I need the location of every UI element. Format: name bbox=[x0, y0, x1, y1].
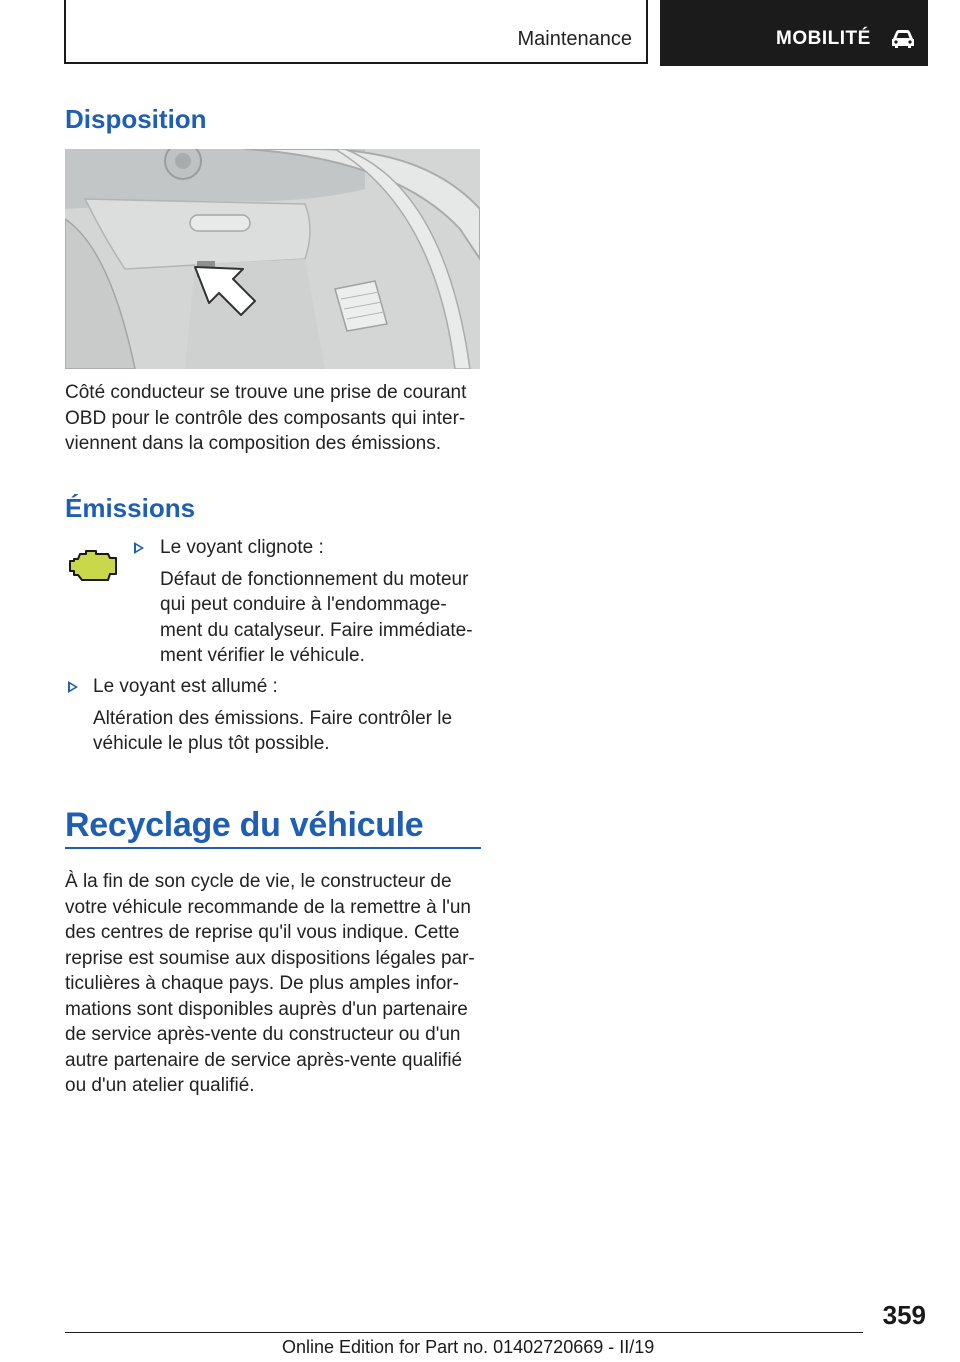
list-item-desc bbox=[160, 567, 490, 669]
text-line: des centres de reprise qu'il vous indique. Cette bbox=[65, 922, 460, 943]
chapter-label: MOBILITÉ bbox=[776, 28, 871, 49]
text-line: qui peut conduire à l'endommage- bbox=[160, 594, 447, 615]
text-line: mations sont disponibles auprès d'un partenaire bbox=[65, 998, 468, 1020]
emissions-heading: Émissions bbox=[65, 493, 196, 523]
list-item-label: Le voyant est allumé : bbox=[93, 676, 278, 697]
disposition-heading: Disposition bbox=[65, 104, 207, 134]
text-line: reprise est soumise aux dispositions légales par- bbox=[65, 947, 475, 969]
bullet-triangle-icon bbox=[68, 681, 78, 693]
text-line: Défaut de fonctionnement du moteur bbox=[160, 568, 469, 590]
text-line: ou d'un atelier qualifié. bbox=[65, 1075, 255, 1096]
text-line: OBD pour le contrôle des composants qui inter- bbox=[65, 407, 466, 429]
footer-rule bbox=[65, 1332, 863, 1333]
text-line: autre partenaire de service après-vente qualifié bbox=[65, 1049, 463, 1071]
chapter-tab bbox=[660, 0, 928, 66]
text-line: Côté conducteur se trouve une prise de courant bbox=[65, 382, 467, 403]
text-line: Altération des émissions. Faire contrôler le bbox=[93, 707, 453, 729]
page-number: 359 bbox=[882, 1300, 926, 1330]
engine-check-icon bbox=[68, 549, 118, 588]
text-line: ment vérifier le véhicule. bbox=[160, 645, 365, 666]
section-tab bbox=[64, 0, 648, 64]
obd-location-figure bbox=[65, 149, 480, 369]
list-item-desc bbox=[93, 706, 483, 757]
disposition-text bbox=[65, 380, 481, 457]
recycling-text bbox=[65, 869, 481, 1099]
text-line: À la fin de son cycle de vie, le constructeur de bbox=[65, 871, 452, 892]
recycling-heading: Recyclage du véhicule bbox=[65, 806, 424, 844]
text-line: votre véhicule recommande de la remettre à l'un bbox=[65, 896, 471, 918]
section-label: Maintenance bbox=[517, 28, 632, 50]
list-item-label: Le voyant clignote : bbox=[160, 537, 324, 558]
text-line: viennent dans la composition des émissions. bbox=[65, 433, 441, 454]
edition-text: Online Edition for Part no. 01402720669 - II/19 bbox=[282, 1337, 655, 1357]
text-line: ticulières à chaque pays. De plus amples infor- bbox=[65, 973, 459, 994]
car-icon bbox=[890, 28, 916, 55]
text-line: véhicule le plus tôt possible. bbox=[93, 733, 330, 754]
page-header bbox=[64, 0, 928, 66]
heading-rule bbox=[65, 847, 481, 849]
text-line: ment du catalyseur. Faire immédiate- bbox=[160, 619, 473, 641]
text-line: de service après-vente du constructeur ou d'un bbox=[65, 1024, 461, 1045]
bullet-triangle-icon bbox=[134, 542, 144, 554]
